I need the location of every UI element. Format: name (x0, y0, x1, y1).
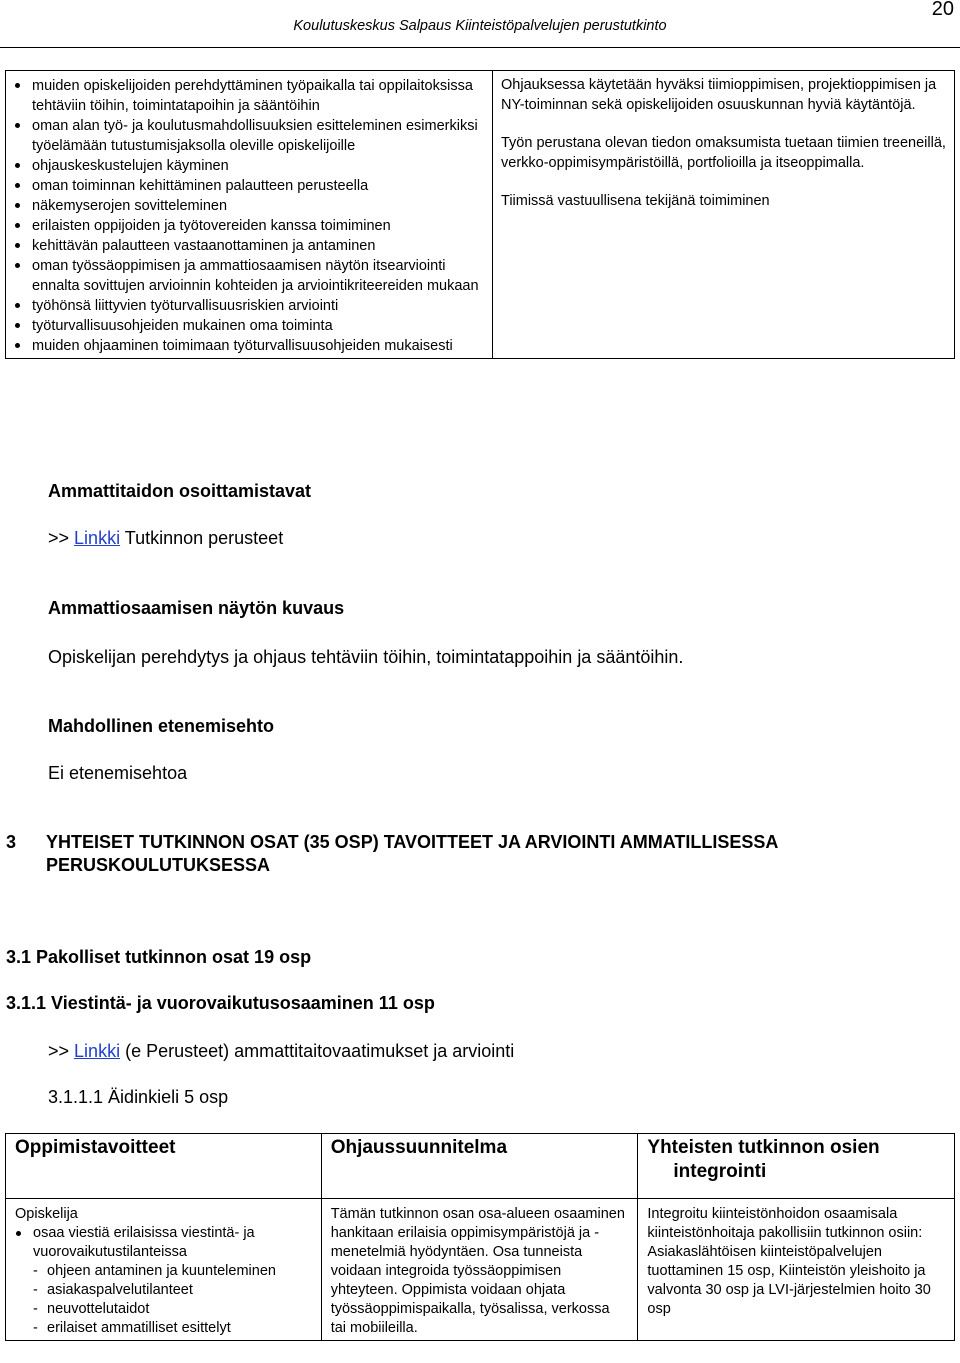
section-title-line1: YHTEISET TUTKINNON OSAT (35 OSP) TAVOITTEET JA ARVIOINTI AMMATILLISESSA (46, 832, 779, 852)
header-integration (638, 1134, 955, 1199)
header-integration-line2: integrointi (673, 1161, 767, 1182)
list-item: oman työssäoppimisen ja ammattiosaamisen näytön itsearviointi ennalta sovittujen arvioinnin kohteiden ja arviointikriteereiden mukaan (14, 256, 484, 296)
dash-item: - erilaiset ammatilliset esittelyt (33, 1319, 312, 1338)
skills-list (14, 76, 484, 356)
student-label: Opiskelija (15, 1206, 78, 1222)
list-item: osaa viestiä erilaisissa viestintä- ja vuorovaikutustilanteissa (15, 1224, 312, 1262)
dash-item: - asiakaspalvelutilanteet (33, 1281, 312, 1300)
list-item: kehittävän palautteen vastaanottaminen ja antaminen (14, 236, 484, 256)
list-item: muiden ohjaaminen toimimaan työturvallisuusohjeiden mukaisesti (14, 336, 484, 356)
table-header-row (6, 1134, 955, 1199)
list-item: työhönsä liittyvien työturvallisuusriskien arviointi (14, 296, 484, 316)
integration-cell: Integroitu kiinteistönhoidon osaamisala kiinteistönhoitaja pakollisiin tutkinnon osiin: Asiakaslähtöisen kiinteistöpalvelujen tuottaminen 15 osp, Kiinteistön yleishoito ja valvonta 30 osp ja LVI-järjestelmien hoito 30 osp (638, 1199, 955, 1341)
top-content-table (5, 70, 955, 359)
perusteet-link[interactable]: Linkki (74, 528, 121, 548)
header-learning-goals: Oppimistavoitteet (6, 1134, 322, 1199)
section-3-1-1-heading: 3.1.1 Viestintä- ja vuorovaikutusosaaminen 11 osp (6, 993, 435, 1013)
header-guidance-plan: Ohjaussuunnitelma (321, 1134, 638, 1199)
section-title-line2: PERUSKOULUTUKSESSA (46, 855, 271, 875)
link-line-2 (48, 1041, 514, 1062)
list-item: oman toiminnan kehittäminen palautteen perusteella (14, 176, 484, 196)
dash-item: - neuvottelutaidot (33, 1300, 312, 1319)
demonstration-heading: Ammattitaidon osoittamistavat (48, 481, 312, 501)
link-prefix: >> (48, 1041, 70, 1061)
description-text: Opiskelijan perehdytys ja ohjaus tehtäviin töihin, toimintatappoihin ja sääntöihin. (48, 647, 684, 667)
guidance-paragraph: Ohjauksessa käytetään hyväksi tiimioppimisen, projektioppimisen ja NY-toiminnan sekä opiskelijoiden osuuskunnan hyviä käytäntöjä. (501, 77, 937, 113)
section-3-heading (6, 832, 778, 876)
list-item: muiden opiskelijoiden perehdyttäminen työpaikalla tai oppilaitoksissa tehtäviin töihin, toimintatapoihin ja sääntöihin (14, 76, 484, 116)
list-item: työturvallisuusohjeiden mukainen oma toiminta (14, 316, 484, 336)
table-row (6, 1199, 955, 1341)
curriculum-table (5, 1133, 955, 1341)
section-3-1-1-1-heading: 3.1.1.1 Äidinkieli 5 osp (48, 1087, 229, 1107)
list-item: oman alan työ- ja koulutusmahdollisuuksien esitteleminen esimerkiksi työelämään tutustumisjaksolla oleville opiskelijoille (14, 116, 484, 156)
guidance-paragraph: Tiimissä vastuullisena tekijänä toimiminen (501, 193, 770, 209)
learning-goals-cell (6, 1199, 322, 1341)
page-number: 20 (931, 0, 954, 20)
document-header-title: Koulutuskeskus Salpaus Kiinteistöpalvelujen perustutkinto (293, 18, 667, 34)
dash-item: - ohjeen antaminen ja kuunteleminen (33, 1262, 312, 1281)
list-item: ohjauskeskustelujen käyminen (14, 156, 484, 176)
section-number: 3 (6, 832, 17, 852)
header-integration-line1: Yhteisten tutkinnon osien (647, 1137, 880, 1158)
goals-list (15, 1224, 312, 1262)
link-line-1 (48, 528, 283, 549)
dash-list (15, 1262, 312, 1338)
link-suffix: (e Perusteet) ammattitaitovaatimukset ja arviointi (125, 1041, 515, 1061)
list-item: näkemyserojen sovitteleminen (14, 196, 484, 216)
condition-text: Ei etenemisehtoa (48, 763, 188, 783)
link-suffix: Tutkinnon perusteet (124, 528, 284, 548)
e-perusteet-link[interactable]: Linkki (74, 1041, 121, 1061)
guidance-plan-cell: Tämän tutkinnon osan osa-alueen osaaminen hankitaan erilaisia oppimisympäristöjä ja -menetelmiä hyödyntäen. Osa tunneista voidaan integroida työssäoppimisen yhteyteen. Oppimista voidaan ohjata työssäoppimispaikalla, työsalissa, verkossa tai mobiileilla. (321, 1199, 638, 1341)
section-3-1-heading: 3.1 Pakolliset tutkinnon osat 19 osp (6, 947, 312, 967)
header-divider (0, 47, 960, 48)
description-heading: Ammattiosaamisen näytön kuvaus (48, 598, 345, 618)
link-prefix: >> (48, 528, 70, 548)
left-cell (6, 71, 493, 359)
condition-heading: Mahdollinen etenemisehto (48, 716, 275, 736)
right-cell (493, 71, 955, 359)
guidance-paragraph: Työn perustana olevan tiedon omaksumista tuetaan tiimien treeneillä, verkko-oppimisympäristöillä, portfolioilla ja itseoppimalla. (501, 135, 946, 171)
list-item: erilaisten oppijoiden ja työtovereiden kanssa toimiminen (14, 216, 484, 236)
